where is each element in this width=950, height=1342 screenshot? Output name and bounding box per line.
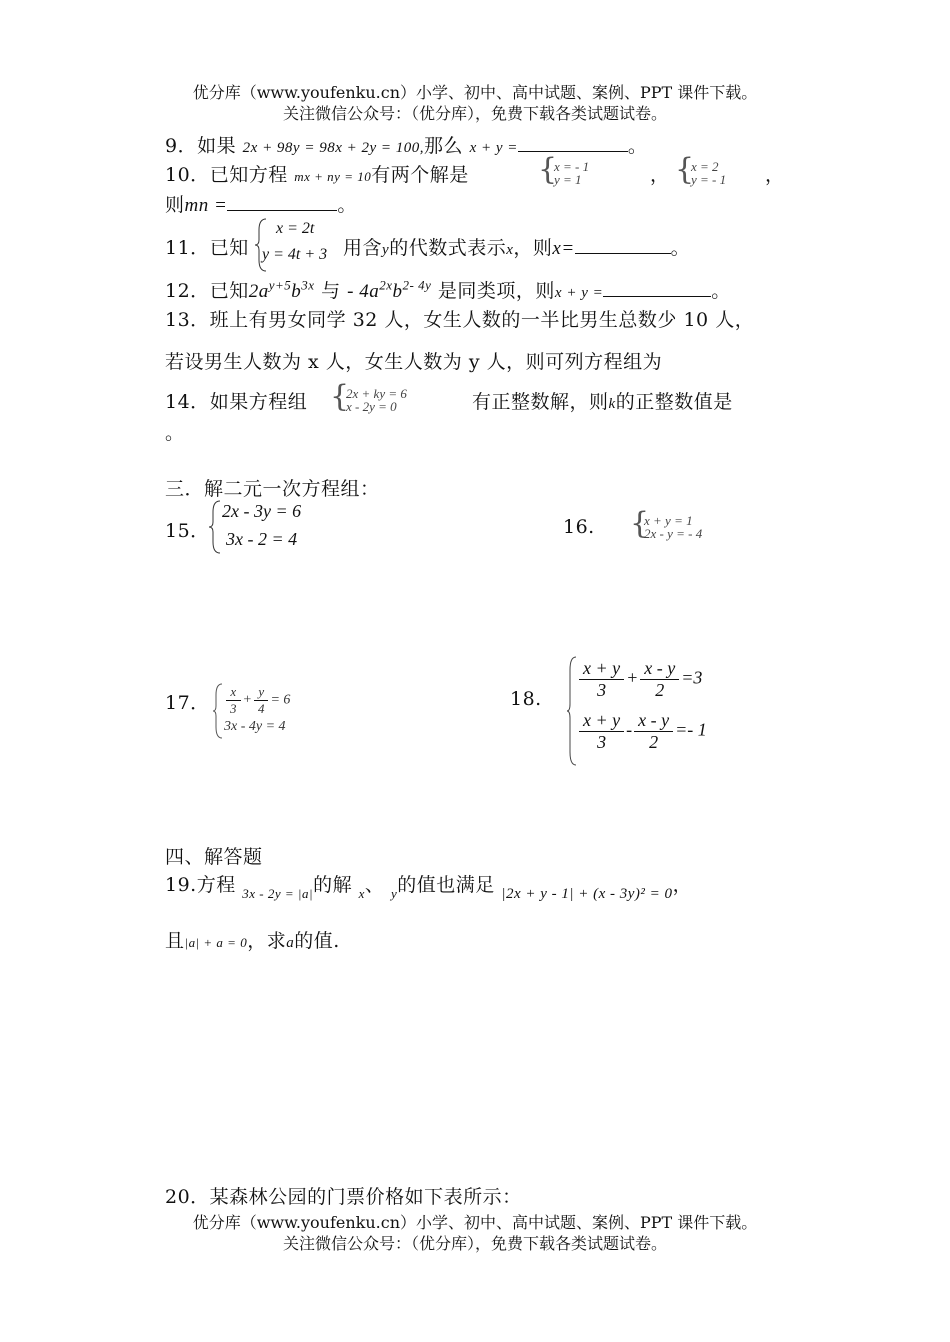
q18-frac3 <box>579 710 624 753</box>
q14-text2: 有正整数解，则 <box>472 391 609 413</box>
q14-system-line2: x - 2y = 0 <box>346 399 397 414</box>
q12-exp2: 2x <box>379 277 393 293</box>
q9-end: 。 <box>627 135 648 157</box>
q12-answer-blank[interactable] <box>603 278 711 297</box>
q14-var-k: k <box>608 396 616 412</box>
q18-f3-den: 3 <box>597 732 607 752</box>
section-3-title: 三．解二元一次方程组： <box>165 478 380 500</box>
q9-text1: 如果 <box>197 135 237 157</box>
q15-brace <box>208 500 222 554</box>
q17-frac2 <box>254 684 269 717</box>
q17-frac1-num: x <box>226 684 241 701</box>
q15-number: 15． <box>165 520 210 542</box>
question-9 <box>165 131 647 158</box>
q11-var-x: x <box>506 242 514 258</box>
q14-system-line1: 2x + ky = 6 <box>346 386 407 401</box>
q9-equation: 2x + 98y = 98x + 2y = 100, <box>242 140 425 156</box>
q19-line2-text2: ，求 <box>247 930 287 952</box>
q18-rhs2: =- 1 <box>675 719 707 740</box>
q10-line2-end: 。 <box>337 194 357 216</box>
q19-line2 <box>165 926 340 953</box>
q11-text4: ，则 <box>513 237 553 259</box>
header-top-line1: 优分库（www.youfenku.cn）小学、初中、高中试题、案例、PPT 课件下载。 <box>192 83 758 102</box>
q19-var-x: x <box>358 886 365 901</box>
q14-brace: { <box>330 379 350 414</box>
q12-expr: x + y = <box>554 285 604 301</box>
q10-line2-expr: mn = <box>184 195 228 216</box>
q12-number: 12． <box>165 280 210 302</box>
q12-b1: b <box>291 281 302 302</box>
header-bottom-line1: 优分库（www.youfenku.cn）小学、初中、高中试题、案例、PPT 课件下载。 <box>192 1213 758 1232</box>
q13-line1: 13．班上有男女同学 32 人，女生人数的一半比男生总数少 10 人， <box>165 309 755 331</box>
q17-brace <box>212 683 224 739</box>
q16-system-line2: 2x - y = - 4 <box>644 526 703 541</box>
header-top-line2: 关注微信公众号：（优分库），免费下载各类试题试卷。 <box>282 104 667 123</box>
q11-lead <box>165 233 249 260</box>
q18-f4-den: 2 <box>649 732 659 752</box>
q12-text3: 是同类项，则 <box>437 280 555 302</box>
q19-equation: 3x - 2y = |a| <box>242 886 314 901</box>
q19-text1: 方程 <box>196 874 236 896</box>
q11-system-line2: y = 4t + 3 <box>262 246 328 263</box>
q10-sol1-line2: y = 1 <box>554 172 582 187</box>
question-12 <box>165 276 731 303</box>
q19-end: ， <box>672 874 693 896</box>
question-19 <box>165 870 693 902</box>
q10-separator: ， <box>650 164 670 186</box>
q16-brace: { <box>630 506 650 541</box>
q12-bexp2: 2- 4y <box>402 277 432 293</box>
q10-answer-blank[interactable] <box>227 192 337 211</box>
q18-rhs1: =3 <box>681 667 703 688</box>
q9-text2: 那么 <box>424 135 464 157</box>
q18-equation1 <box>577 658 702 701</box>
q10-sol1-brace: { <box>538 152 558 187</box>
q9-expression: x + y = <box>469 140 518 156</box>
section-4-title: 四、解答题 <box>165 846 263 868</box>
q18-f2-den: 2 <box>655 680 665 700</box>
q18-f1-num: x + y <box>579 658 624 680</box>
q13-line2: 若设男生人数为 x 人，女生人数为 y 人，则可列方程组为 <box>165 351 663 373</box>
q17-frac1 <box>226 684 241 717</box>
q17-frac2-num: y <box>254 684 269 701</box>
q19-sep: 、 <box>364 874 385 896</box>
q18-op2: - <box>626 719 633 740</box>
q19-number: 19. <box>165 874 197 896</box>
q17-number: 17． <box>165 692 210 714</box>
q14-text3: 的正整数值是 <box>615 391 733 413</box>
q19-equation2: |2x + y - 1| + (x - 3y)² = 0 <box>501 886 673 902</box>
q12-b2: b <box>392 281 403 302</box>
q11-tail <box>343 233 690 260</box>
q17-plus: + <box>242 692 252 708</box>
q10-solution2 <box>675 152 775 190</box>
question-20: 20．某森林公园的门票价格如下表所示： <box>165 1186 522 1208</box>
q12-bexp1: 3x <box>301 277 315 293</box>
q10-text1: 已知方程 <box>209 164 288 186</box>
q18-frac4 <box>634 710 673 753</box>
q10-solution1 <box>538 152 648 190</box>
q14-lead <box>165 387 307 414</box>
q19-text2: 的解 <box>313 874 353 896</box>
q14-line2: 。 <box>165 422 185 444</box>
q10-sol2-line1: x = 2 <box>691 159 719 174</box>
q14-text1: 如果方程组 <box>209 391 308 413</box>
q16-number: 16. <box>563 516 595 538</box>
q18-f3-num: x + y <box>579 710 624 732</box>
q18-equation2 <box>577 710 707 753</box>
q17-equation1 <box>224 684 290 717</box>
header-bottom-line2: 关注微信公众号：（优分库），免费下载各类试题试卷。 <box>282 1234 667 1253</box>
q10-text2: 有两个解是 <box>371 164 469 186</box>
q10-number: 10． <box>165 164 210 186</box>
q11-answer-blank[interactable] <box>575 235 671 254</box>
q10-equation: mx + ny = 10 <box>294 169 372 184</box>
q14-system <box>330 379 470 417</box>
question-10 <box>165 160 469 187</box>
q10-line2-text: 则 <box>165 194 185 216</box>
q11-text2: 用含 <box>343 237 383 259</box>
q18-f2-num: x - y <box>640 658 679 680</box>
q18-number: 18. <box>510 688 542 710</box>
q16-system-line1: x + y = 1 <box>644 513 693 528</box>
q11-expr: x= <box>552 238 575 259</box>
q18-frac2 <box>640 658 679 701</box>
q18-op1: + <box>626 667 639 688</box>
q14-tail <box>472 387 733 414</box>
q12-exp1: y+5 <box>268 277 292 293</box>
q17-eq1-rhs: = 6 <box>270 692 291 708</box>
q15-system-line2: 3x - 2 = 4 <box>226 529 298 549</box>
q19-text3: 的值也满足 <box>397 874 495 896</box>
q12-term1: 2a <box>248 281 269 302</box>
q18-f1-den: 3 <box>597 680 607 700</box>
q11-end: 。 <box>670 237 691 259</box>
q19-line2-text3: 的值. <box>294 930 340 952</box>
q11-var-y: y <box>382 242 390 258</box>
q11-system-line1: x = 2t <box>276 220 315 237</box>
q11-text1: 已知 <box>209 237 249 259</box>
q18-frac1 <box>579 658 624 701</box>
q12-text1: 已知 <box>209 280 249 302</box>
q10-end: ， <box>765 164 785 186</box>
q9-number: 9． <box>165 135 198 157</box>
q18-f4-num: x - y <box>634 710 673 732</box>
q12-text2: 与 <box>321 280 341 302</box>
q19-var-y: y <box>390 886 398 901</box>
q19-line2-eq: |a| + a = 0 <box>184 935 248 950</box>
q17-frac2-den: 4 <box>257 701 265 716</box>
q19-line2-var: a <box>286 935 295 951</box>
q9-answer-blank[interactable] <box>518 133 628 152</box>
q16-system <box>630 506 770 544</box>
q11-number: 11． <box>165 237 210 259</box>
q17-frac1-den: 3 <box>230 701 237 716</box>
q19-line2-text1: 且 <box>165 930 185 952</box>
q12-term2: - 4a <box>347 281 380 302</box>
q10-sol2-line2: y = - 1 <box>691 172 727 187</box>
q11-text3: 的代数式表示 <box>389 237 507 259</box>
q15-system-line1: 2x - 3y = 6 <box>222 501 302 521</box>
q12-end: 。 <box>711 280 731 302</box>
q10-sol1-line1: x = - 1 <box>554 159 590 174</box>
q14-number: 14． <box>165 391 210 413</box>
q10-sol2-brace: { <box>675 152 695 187</box>
q17-equation2: 3x - 4y = 4 <box>224 719 286 734</box>
q10-line2 <box>165 190 357 217</box>
